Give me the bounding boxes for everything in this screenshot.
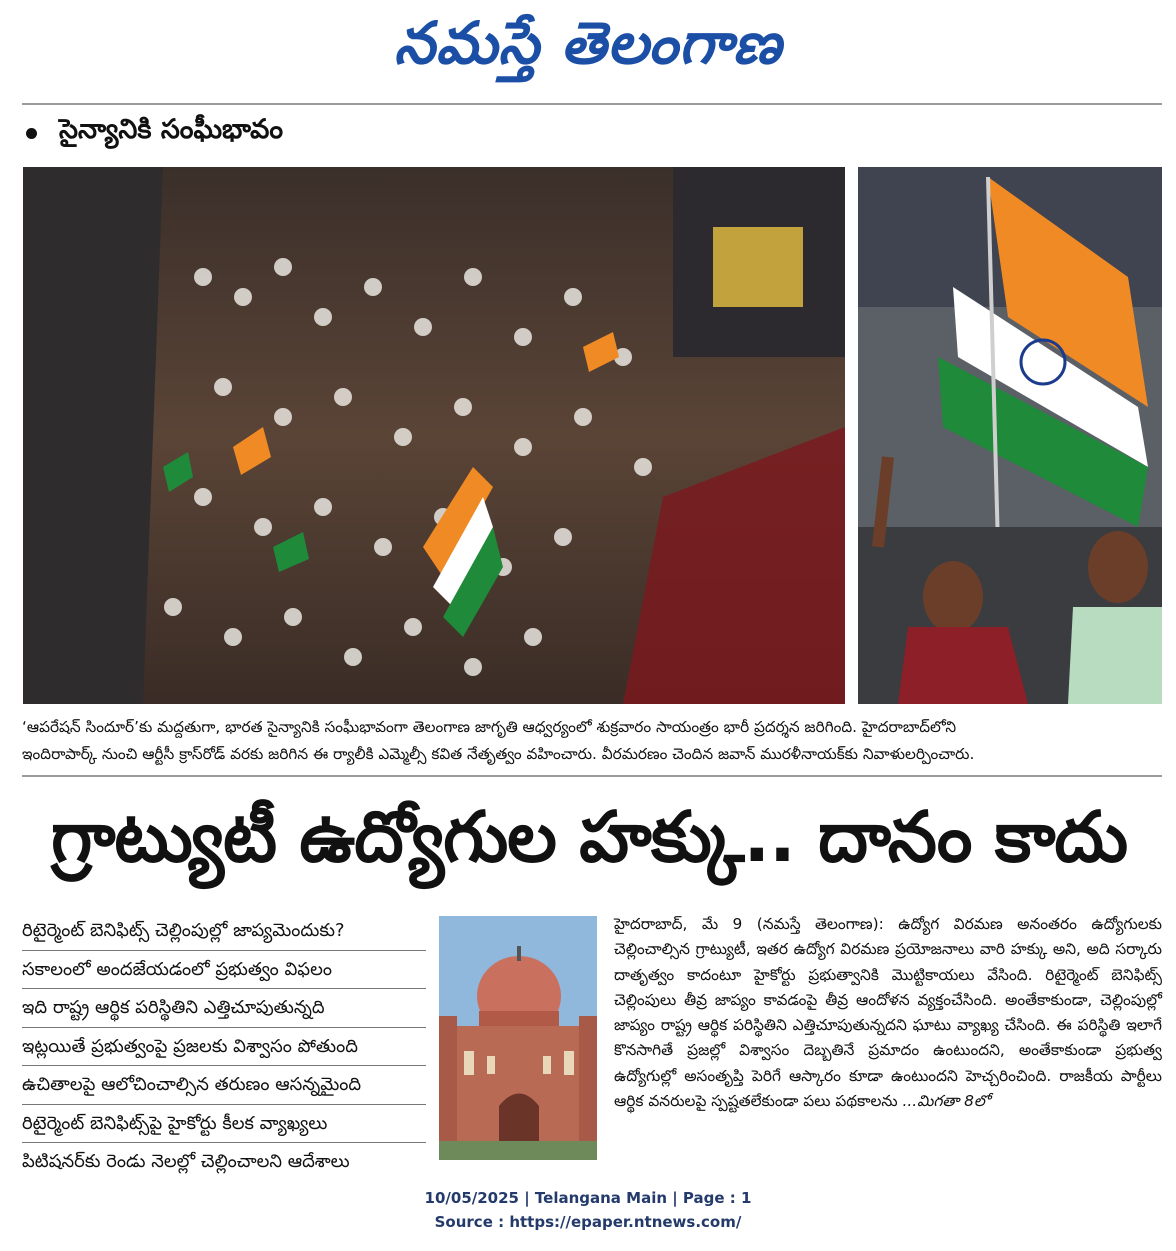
bullet-icon [26, 128, 37, 139]
highlight-point: సకాలంలో అందజేయడంలో ప్రభుత్వం విఫలం [22, 951, 426, 990]
footer-date-line: 10/05/2025 | Telangana Main | Page : 1 [424, 1189, 752, 1207]
article-text: హైదరాబాద్, మే 9 (నమస్తే తెలంగాణ): ఉద్యోగ విరమణ అనంతరం ఉద్యోగులకు చెల్లించాల్సిన గ్రాట్యుటీ, ఇతర ఉద్యోగ విరమణ ప్రయోజనాలు వారి హక్కు అని, అది సర్కారు దాతృత్వం కాదంటూ హైకోర్టు ప్రభుత్వానికి మొట్టికాయలు వేసింది. రిటైర్మెంట్ బెనిఫిట్స్ చెల్లింపులు తీవ్ర జాప్యం కావడంపై తీవ్ర ఆందోళన వ్యక్తంచేసింది. అంతేకాకుండా, చెల్లింపుల్లో జాప్యం రాష్ట్ర ఆర్థిక పరిస్థితిని ఎత్తిచూపుతున్నదని ఘాటు వ్యాఖ్య చేసింది. ఈ పరిస్థితి ఇలాగే కొనసాగితే ప్రజల్లో విశ్వాసం దెబ్బతినే ప్రమాదం ఉంటుందని, అంతేకాకుండా ప్రభుత్వ ఉద్యోగుల్లో అసంతృప్తి పెరిగే ఆస్కారం కూడా ఉంటుందని హెచ్చరించింది. రాజకీయ పార్టీలు ఆర్థిక వనరులపై స్పష్టతలేకుండా పలు పథకాలను [614, 915, 1162, 1111]
footer-source-link[interactable]: Source : https://epaper.ntnews.com/ [434, 1213, 742, 1231]
headline-text: గ్రాట్యుటీ ఉద్యోగుల హక్కు.. దానం కాదు [50, 795, 1128, 878]
highlight-point: రిటైర్మెంట్ బెనిఫిట్స్ చెల్లింపుల్లో జాప్యమెందుకు? [22, 912, 426, 951]
newspaper-title: నమస్తే తెలంగాణ [394, 8, 782, 77]
article-body [614, 912, 1162, 1114]
highlight-point: ఇది రాష్ట్ర ఆర్థిక పరిస్థితిని ఎత్తిచూపుతున్నది [22, 989, 426, 1028]
highlight-point: రిటైర్మెంట్ బెనిఫిట్స్‌పై హైకోర్టు కీలక వ్యాఖ్యలు [22, 1105, 426, 1144]
highlight-points [22, 912, 426, 1181]
page-footer [0, 1186, 1176, 1234]
section-header [22, 110, 283, 156]
caption-divider [22, 775, 1162, 777]
highlight-point: పిటిషనర్‌కు రెండు నెలల్లో చెల్లించాలని ఆదేశాలు [22, 1151, 350, 1172]
high-court-building-photo [439, 916, 597, 1160]
continuation-note: ...మిగతా 8లో [902, 1092, 990, 1111]
masthead [0, 0, 1176, 100]
rally-crowd-photo [23, 167, 845, 704]
caption-line: ‘ఆపరేషన్ సిందూర్’కు మద్దతుగా, భారత సైన్యానికి సంఘీభావంగా తెలంగాణ జాగృతి ఆధ్వర్యంలో శుక్రవారం సాయంత్రం భారీ ప్రదర్శన జరిగింది. హైదరాబాద్‌లోని [22, 718, 957, 736]
top-divider [22, 103, 1162, 105]
photo-caption [22, 714, 1164, 768]
headline [14, 790, 1164, 900]
flag-waving-photo [858, 167, 1162, 704]
highlight-point: ఇట్లయితే ప్రభుత్వంపై ప్రజలకు విశ్వాసం పోతుంది [22, 1028, 426, 1067]
section-label: సైన్యానికి సంఘీభావం [59, 114, 284, 145]
caption-line: ఇందిరాపార్క్ నుంచి ఆర్టీసీ క్రాస్‌రోడ్ వరకు జరిగిన ఈ ర్యాలీకి ఎమ్మెల్సీ కవిత నేతృత్వం వహించారు. వీరమరణం చెందిన జవాన్ మురళీనాయక్‌కు నివాళులర్పించారు. [22, 745, 975, 763]
highlight-point: ఉచితాలపై ఆలోచించాల్సిన తరుణం ఆసన్నమైంది [22, 1066, 426, 1105]
